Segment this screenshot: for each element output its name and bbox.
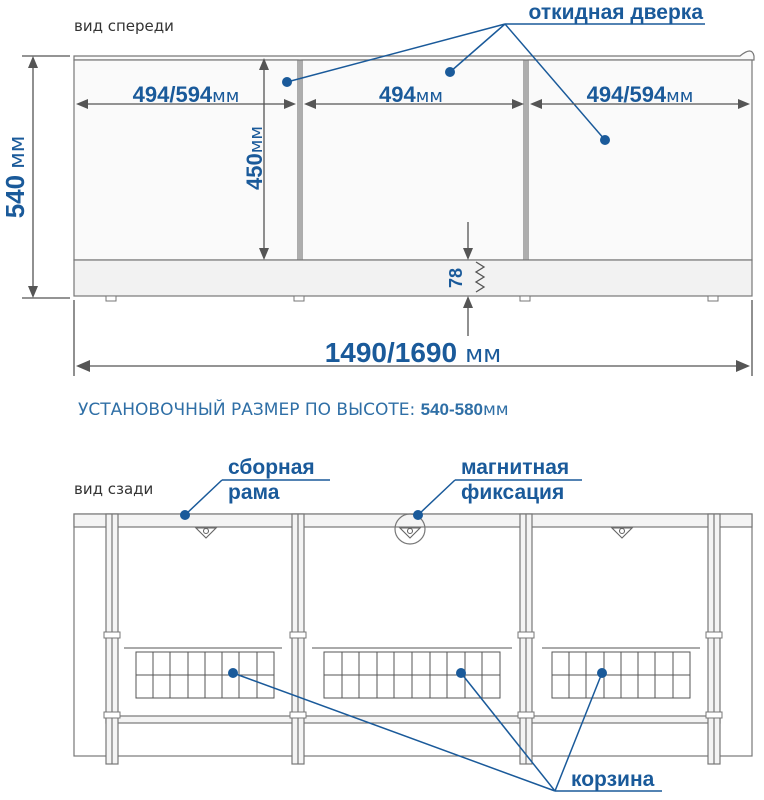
plinth <box>74 260 752 296</box>
magnet-label-line1: магнитная <box>461 456 570 479</box>
frame-posts <box>106 514 720 764</box>
dim-door-height-value: 450 <box>242 153 267 190</box>
door-marker-left <box>282 77 292 87</box>
front-view-label: вид спереди <box>74 17 174 35</box>
basket-marker-center <box>456 668 466 678</box>
hinge-brackets <box>196 528 632 538</box>
basket-marker-left <box>228 668 238 678</box>
front-view <box>0 1 754 376</box>
install-note-unit: мм <box>482 400 509 420</box>
svg-text:1490/1690мм <box>325 337 502 368</box>
svg-text:450мм <box>242 126 267 190</box>
dim-plinth-height-value: 78 <box>446 267 466 289</box>
frame-leader <box>185 480 222 515</box>
svg-text:494/594мм <box>587 82 694 107</box>
dim-left-width-value: 494/594 <box>132 82 213 107</box>
feet <box>106 296 718 301</box>
frame-bottom-rail <box>106 716 720 723</box>
frame-label-line2: рама <box>228 481 280 504</box>
magnet-leader <box>418 480 455 515</box>
dim-total-length-value: 1490/1690 <box>324 337 458 368</box>
install-note-value: 540-580 <box>420 400 483 419</box>
frame-label-line1: сборная <box>228 456 315 479</box>
dim-right-width-unit: мм <box>666 86 694 107</box>
basket-center <box>312 648 512 698</box>
dim-total-height-value: 540 <box>0 174 30 219</box>
door-label: откидная дверка <box>528 1 703 24</box>
svg-text:540мм <box>0 136 30 219</box>
dim-total-height-unit: мм <box>5 135 30 169</box>
dim-center-width-value: 494 <box>379 82 416 107</box>
magnet-marker <box>413 510 423 520</box>
svg-text:494мм <box>379 82 443 107</box>
rear-view-label: вид сзади <box>74 480 154 498</box>
dim-total-length-unit: мм <box>465 340 502 368</box>
dim-left-width-unit: мм <box>212 86 240 107</box>
dim-door-height-unit: мм <box>246 126 267 154</box>
basket-left <box>124 648 282 698</box>
frame-top-rail <box>74 514 752 527</box>
dim-right-width-value: 494/594 <box>586 82 667 107</box>
install-note <box>78 398 509 420</box>
basket-leaders <box>233 673 602 791</box>
dim-center-width-unit: мм <box>415 86 443 107</box>
magnet-label-line2: фиксация <box>461 481 565 504</box>
basket-label: корзина <box>571 768 655 791</box>
basket-marker-right <box>597 668 607 678</box>
rear-view <box>74 456 752 791</box>
top-rail <box>74 51 754 60</box>
svg-text:494/594мм <box>133 82 240 107</box>
basket-right <box>542 648 700 698</box>
install-note-text: УСТАНОВОЧНЫЙ РАЗМЕР ПО ВЫСОТЕ: <box>78 400 421 420</box>
dim-total-length <box>74 300 752 376</box>
frame-marker <box>180 510 190 520</box>
dim-total-height <box>0 56 70 298</box>
door-marker-center <box>445 67 455 77</box>
door-marker-right <box>600 135 610 145</box>
